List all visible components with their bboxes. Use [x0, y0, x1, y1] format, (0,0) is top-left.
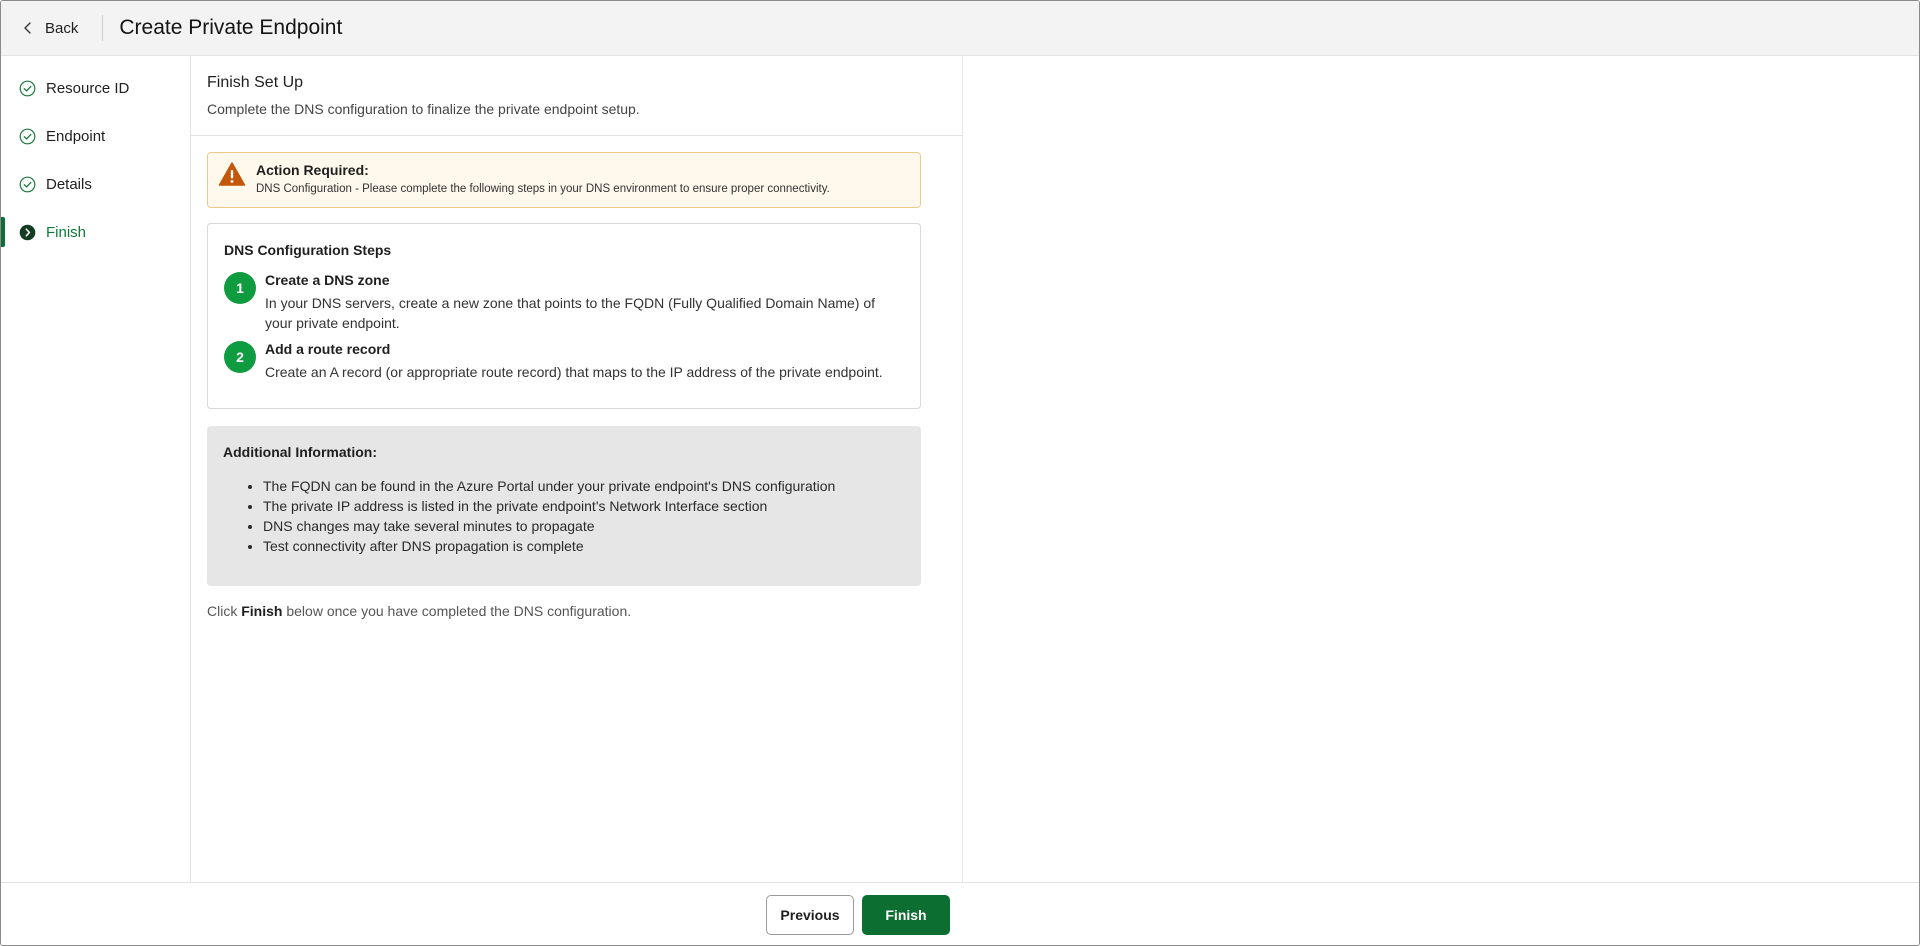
section-header: [191, 56, 962, 136]
warning-icon: [218, 161, 246, 187]
chevron-left-icon: [21, 21, 35, 35]
section-subtitle: Complete the DNS configuration to finalize the private endpoint setup.: [207, 101, 640, 117]
step-title: Add a route record: [265, 341, 391, 357]
step-title: Create a DNS zone: [265, 272, 390, 288]
list-item: • The private IP address is listed in the private endpoint's Network Interface section: [263, 496, 905, 516]
footnote-suffix: below once you have completed the DNS configuration.: [282, 603, 632, 619]
finish-instruction: [207, 603, 631, 619]
back-button[interactable]: [21, 12, 78, 44]
wizard-footer: [1, 882, 1919, 946]
sidebar-item-finish[interactable]: [1, 208, 190, 256]
check-circle-icon: [19, 80, 36, 97]
alert-text: DNS Configuration - Please complete the following steps in your DNS environment to ensure proper connectivity.: [256, 183, 830, 195]
finish-setup-panel: [191, 56, 963, 882]
list-item: • Test connectivity after DNS propagation is complete: [263, 536, 905, 556]
list-item: • The FQDN can be found in the Azure Portal under your private endpoint's DNS configuration: [263, 476, 905, 496]
dns-steps-card: [207, 223, 921, 409]
check-circle-icon: [19, 128, 36, 145]
sidebar-item-details[interactable]: [1, 160, 190, 208]
info-list: [223, 476, 905, 556]
sidebar-item-label: Resource ID: [46, 79, 130, 97]
step-number-badge: 1: [224, 272, 256, 304]
step-description: Create an A record (or appropriate route record) that maps to the IP address of the private endpoint.: [265, 364, 883, 380]
card-title: DNS Configuration Steps: [224, 242, 392, 258]
finish-button[interactable]: Finish: [862, 895, 950, 935]
footnote-bold: Finish: [241, 603, 283, 619]
dns-step: [224, 341, 904, 382]
list-item: • DNS changes may take several minutes to propagate: [263, 516, 905, 536]
step-number-badge: 2: [224, 341, 256, 373]
footnote-prefix: Click: [207, 603, 242, 619]
sidebar-item-label: Details: [46, 175, 92, 193]
action-required-alert: [207, 152, 921, 208]
wizard-steps-sidebar: [1, 56, 191, 882]
info-title: Additional Information:: [223, 444, 377, 460]
sidebar-item-resource-id[interactable]: [1, 64, 190, 112]
section-title: Finish Set Up: [207, 74, 304, 91]
alert-title: Action Required:: [256, 162, 369, 178]
chevron-right-circle-icon: [19, 224, 36, 241]
page-header: [1, 1, 1919, 56]
header-divider: [102, 15, 103, 41]
page-title: Create Private Endpoint: [119, 16, 343, 39]
check-circle-icon: [19, 176, 36, 193]
additional-information-box: [207, 426, 921, 586]
back-label: Back: [45, 19, 79, 37]
sidebar-item-endpoint[interactable]: [1, 112, 190, 160]
step-description: In your DNS servers, create a new zone that points to the FQDN (Fully Qualified Domain Name) of your private endpoint.: [265, 295, 876, 331]
previous-button[interactable]: Previous: [766, 895, 854, 935]
sidebar-item-label: Finish: [46, 223, 87, 241]
dns-step: [224, 272, 904, 333]
sidebar-item-label: Endpoint: [46, 127, 106, 145]
